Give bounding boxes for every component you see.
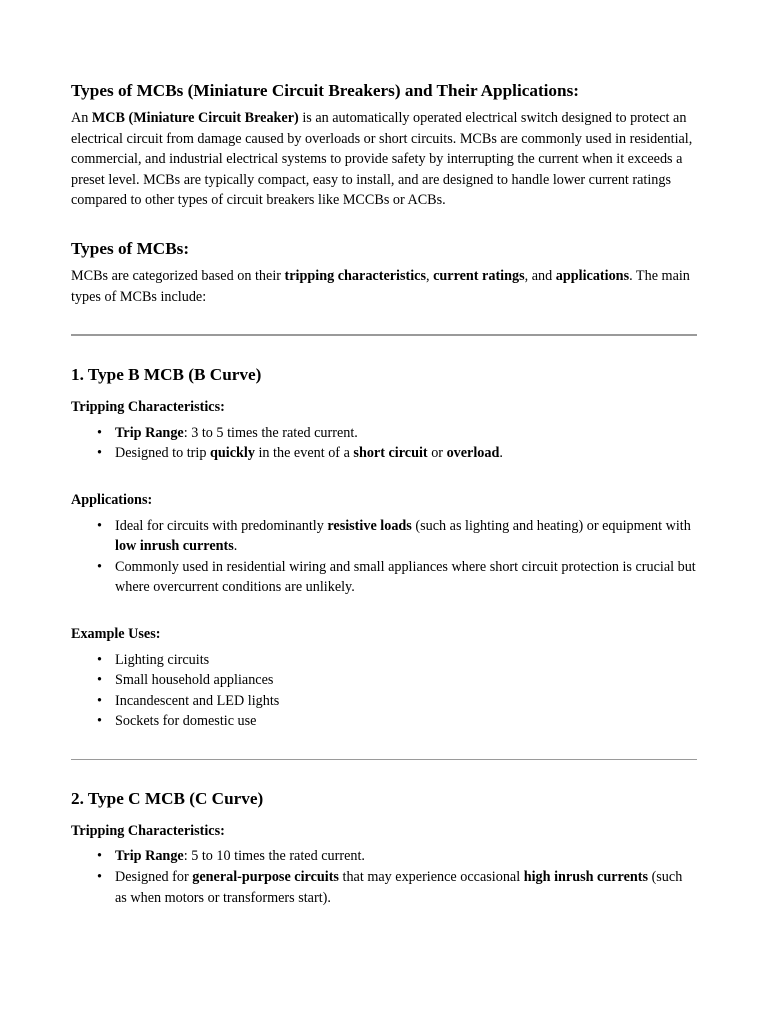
item-text: : 3 to 5 times the rated current. — [183, 424, 358, 441]
type-b-tripping-block — [71, 397, 697, 464]
item-text: Incandescent and LED lights — [115, 692, 280, 709]
bold-text: short circuit — [353, 445, 428, 462]
list-item — [97, 423, 697, 444]
list-item — [97, 846, 697, 867]
list-item — [97, 711, 697, 732]
bold-text: high inrush currents — [523, 869, 649, 886]
type-b-tripping-heading: Tripping Characteristics: — [71, 399, 225, 416]
bullet-icon: • — [97, 558, 102, 575]
types-intro-bold-applications: applications — [555, 267, 630, 284]
types-intro-bold-tripping: tripping characteristics — [284, 267, 426, 284]
item-text: . — [233, 538, 238, 555]
item-text: (such as lighting and heating) or equipment with — [411, 517, 691, 534]
type-b-title: 1. Type B MCB (B Curve) — [71, 365, 262, 385]
item-text: Sockets for domestic use — [115, 713, 257, 730]
bullet-icon: • — [97, 692, 102, 709]
list-item — [97, 443, 697, 464]
list-item — [97, 867, 697, 908]
intro-paragraph — [71, 108, 697, 211]
list-item — [97, 670, 697, 691]
type-b-examples-heading: Example Uses: — [71, 625, 161, 642]
bold-text: overload — [446, 445, 500, 462]
bullet-icon: • — [97, 445, 102, 462]
type-c-tripping-heading: Tripping Characteristics: — [71, 822, 225, 839]
types-intro-text-2: , — [425, 267, 434, 284]
item-text: Small household appliances — [115, 672, 274, 689]
bullet-icon: • — [97, 651, 102, 668]
bullet-icon: • — [97, 869, 102, 886]
type-b-examples-list — [71, 650, 697, 732]
types-intro-paragraph — [71, 266, 697, 307]
item-text: or — [427, 445, 447, 462]
item-text: . — [499, 445, 503, 462]
page-title: Types of MCBs (Miniature Circuit Breakers) and Their Applications: — [71, 81, 580, 100]
type-b-applications-heading: Applications: — [71, 491, 153, 508]
intro-bold-mcb: MCB (Miniature Circuit Breaker) — [91, 110, 299, 126]
item-text: Designed to trip — [115, 445, 210, 462]
list-item — [97, 650, 697, 671]
bold-text: resistive loads — [327, 517, 412, 534]
bullet-icon: • — [97, 848, 102, 865]
bold-text: Trip Range — [115, 848, 184, 865]
intro-text-2: is an automatically operated electrical switch designed to protect an electrical circuit from damage caused by overloads or short circuits. MCBs are commonly used in residential, commercial, and industrial electrical systems to provide safety by interrupting the current when it exceeds a preset level. MCBs are typically compact, easy to install, and are designed to handle lower current ratings compared to other types of circuit breakers like MCCBs or ACBs. — [71, 110, 693, 209]
item-text: Lighting circuits — [115, 651, 210, 668]
section-divider — [71, 334, 697, 336]
item-text: (such as when motors or transformers start). — [115, 869, 683, 906]
item-text: : 5 to 10 times the rated current. — [183, 848, 365, 865]
type-b-applications-block — [71, 490, 697, 598]
bullet-icon: • — [97, 517, 102, 534]
bold-text: low inrush currents — [115, 538, 234, 555]
type-b-examples-block — [71, 624, 697, 732]
bold-text: general-purpose circuits — [192, 869, 339, 886]
types-intro-text-1: MCBs are categorized based on their — [71, 267, 285, 284]
types-intro-bold-ratings: current ratings — [433, 267, 525, 284]
type-c-tripping-list — [71, 846, 697, 908]
item-text: Commonly used in residential wiring and small appliances where short circuit protection is crucial but where overcurrent conditions are unlikely. — [115, 558, 696, 596]
section-divider — [71, 759, 697, 760]
bullet-icon: • — [97, 672, 102, 689]
bullet-icon: • — [97, 424, 102, 441]
item-text: Ideal for circuits with predominantly — [115, 517, 328, 534]
bold-text: Trip Range — [115, 424, 184, 441]
type-b-applications-list — [71, 516, 697, 598]
list-item — [97, 516, 697, 557]
bold-text: quickly — [209, 445, 255, 462]
type-c-title: 2. Type C MCB (C Curve) — [71, 788, 264, 808]
item-text: that may experience occasional — [338, 869, 524, 886]
types-intro-text-3: , and — [524, 267, 556, 284]
type-c-tripping-block — [71, 821, 697, 908]
list-item — [97, 557, 697, 598]
item-text: Designed for — [115, 869, 193, 886]
intro-text-1: An — [71, 110, 92, 126]
bullet-icon: • — [97, 713, 102, 730]
list-item — [97, 691, 697, 712]
item-text: in the event of a — [254, 445, 354, 462]
types-heading: Types of MCBs: — [71, 238, 190, 258]
type-b-tripping-list — [71, 423, 697, 464]
types-intro-text-4: . The main types of MCBs include: — [71, 267, 690, 305]
